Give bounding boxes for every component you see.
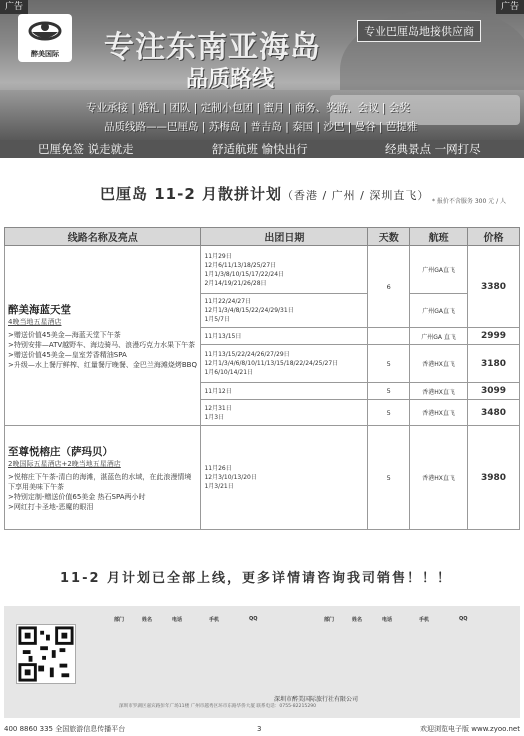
days-cell	[368, 328, 410, 345]
col-header: 航班	[410, 228, 468, 246]
slogan: 经典景点 一网打尽	[385, 142, 481, 156]
itinerary-table	[4, 227, 520, 530]
route-name: 至尊悦榕庄（萨玛贝）	[8, 445, 113, 458]
contact-col-header: 电话	[382, 617, 393, 623]
company-logo	[18, 14, 72, 62]
ad-label-left: 广告	[0, 0, 28, 14]
col-header: 出团日期	[201, 228, 368, 246]
destinations-line: 品质线路——巴厘岛 | 苏梅岛 | 普吉岛 | 泰国 | 沙巴 | 曼谷 | 芭提雅	[104, 121, 418, 133]
plan-title-suffix: （香港 / 广州 / 深圳直飞）	[281, 189, 430, 202]
dates-text: 11月13/15日	[204, 332, 242, 340]
plan-title-text: 巴厘岛 11-2 月散拼计划	[100, 185, 282, 203]
route-feature: >赠送价值45美金—海蓝天堂下午茶	[8, 330, 121, 339]
contact-col-header: 手机	[419, 617, 430, 623]
price-cell: 2999	[468, 328, 520, 345]
contact-col-header: QQ	[249, 616, 258, 622]
flight-cell: 香港HX直飞	[410, 400, 468, 426]
qr-code[interactable]	[16, 624, 76, 684]
price-cell: 3099	[468, 383, 520, 400]
company-name: 深圳市醉美国际旅行社有限公司	[274, 696, 359, 703]
contact-col-header: 手机	[209, 617, 220, 623]
table-row	[5, 246, 520, 294]
route-name: 醉美海蓝天堂	[8, 303, 71, 316]
services-line: 专业承接 | 婚礼 | 团队 | 定制小包团 | 蜜月 | 商务、奖游、会议 | 会奖	[86, 102, 410, 114]
contact-col-header: 姓名	[352, 617, 363, 623]
route-cell	[5, 426, 201, 530]
flight-cell: 香港HX直飞	[410, 345, 468, 383]
slogan: 舒适航班 愉快出行	[212, 142, 308, 156]
days-cell: 5	[368, 383, 410, 400]
dates-cell	[201, 294, 368, 328]
route-feature: >悦榕庄下午茶-清白的海滩，湛蓝色的水域，在此浪漫情境下享用美味下午茶	[8, 472, 192, 491]
days-cell: 5	[368, 426, 410, 530]
days-cell: 6	[368, 246, 410, 328]
slogan: 巴厘免签 说走就走	[38, 142, 134, 156]
col-header: 价格	[468, 228, 520, 246]
dates-cell	[201, 328, 368, 345]
contact-col-header: 电话	[172, 617, 183, 623]
page-footer	[0, 722, 524, 736]
dates-cell	[201, 345, 368, 383]
days-cell: 5	[368, 345, 410, 383]
col-header: 天数	[368, 228, 410, 246]
contact-col-header: 部门	[114, 617, 125, 623]
dates-text: 11月26日 12月3/10/13/20日 1月3/21日	[204, 465, 257, 490]
price-cell: 3480	[468, 400, 520, 426]
route-feature: >特别定制-赠送价值65美金 热石SPA两小时	[8, 492, 146, 501]
dates-text: 11月22/24/27日 12月1/3/4/8/15/22/24/29/31日 1月5/7日	[204, 298, 294, 323]
banner-tagline: 专业巴厘岛地接供应商	[357, 20, 481, 42]
logo-icon	[26, 18, 64, 44]
footer-right: 欢迎浏览电子版 www.zyoo.net	[420, 725, 520, 733]
route-feature: >升级—水上餐厅鲜榨、红量餐厅晚餐、金巴兰海滩烧烤BBQ	[8, 360, 197, 369]
flight-cell: 香港HX直飞	[410, 426, 468, 530]
plan-title	[100, 183, 429, 204]
flight-cell: 广州GA直飞	[410, 246, 468, 294]
flight-cell: 香港HX直飞	[410, 383, 468, 400]
dates-text: 12月31日 1月3日	[204, 404, 232, 421]
route-hotel: 4晚当地五星酒店	[8, 317, 62, 326]
page-number: 3	[257, 725, 262, 733]
contact-col-header: QQ	[459, 616, 468, 622]
price-cell: 3980	[468, 426, 520, 530]
logo-text: 醉美国际	[31, 50, 59, 58]
dates-text: 11月12日	[204, 387, 232, 395]
plan-note: * 报价不含服务 300 元 / 人	[432, 198, 507, 205]
slogan-bar	[0, 140, 524, 158]
dates-cell	[201, 246, 368, 294]
bottom-slogan: 11-2 月计划已全部上线，更多详情请咨询我司销售！！！	[60, 571, 453, 586]
route-feature: >网红打卡圣地-恶魔的眼泪	[8, 502, 94, 511]
contact-block	[4, 606, 520, 718]
days-cell: 5	[368, 400, 410, 426]
route-feature: >特别安排—ATV越野车、海边骑马、浪漫巧克力水果下午茶	[8, 340, 196, 349]
header-banner	[0, 0, 524, 150]
table-row	[5, 426, 520, 530]
banner-title: 专注东南亚海岛	[104, 30, 321, 65]
route-feature: >赠送价值45美金—皇室芳香精油SPA	[8, 350, 127, 359]
route-hotel: 2晚国际五星酒店+2晚当地五星酒店	[8, 459, 121, 468]
col-header: 线路名称及亮点	[5, 228, 201, 246]
company-address: 深圳市罗湖区嘉宾路彭年广场11楼 广州市越秀区环市东路华侨大厦 联系电话：0755-82215290	[119, 704, 317, 709]
dates-cell	[201, 426, 368, 530]
flight-cell: 广州GA直飞	[410, 294, 468, 328]
dates-cell	[201, 383, 368, 400]
qr-code-icon	[17, 625, 75, 683]
ad-label-right: 广告	[496, 0, 524, 14]
table-header-row	[5, 228, 520, 246]
footer-left: 400 8860 335 全国旅游信息传播平台	[4, 725, 126, 733]
flight-cell: 广州GA 直飞	[410, 328, 468, 345]
contact-col-header: 部门	[324, 617, 335, 623]
dates-text: 11月13/15/22/24/26/27/29日 12月1/3/4/6/8/10/11/13/15/18/22/24/25/27日 1月6/10/14/21日	[204, 351, 339, 376]
price-cell: 3180	[468, 345, 520, 383]
banner-subtitle: 品质路线	[186, 67, 275, 92]
price-cell: 3380	[468, 246, 520, 328]
route-cell	[5, 246, 201, 426]
contact-col-header: 姓名	[142, 617, 153, 623]
dates-text: 11月29日 12月6/11/13/18/25/27日 1月1/3/8/10/15/17/22/24日 2月14/19/21/26/28日	[204, 252, 285, 287]
dates-cell	[201, 400, 368, 426]
